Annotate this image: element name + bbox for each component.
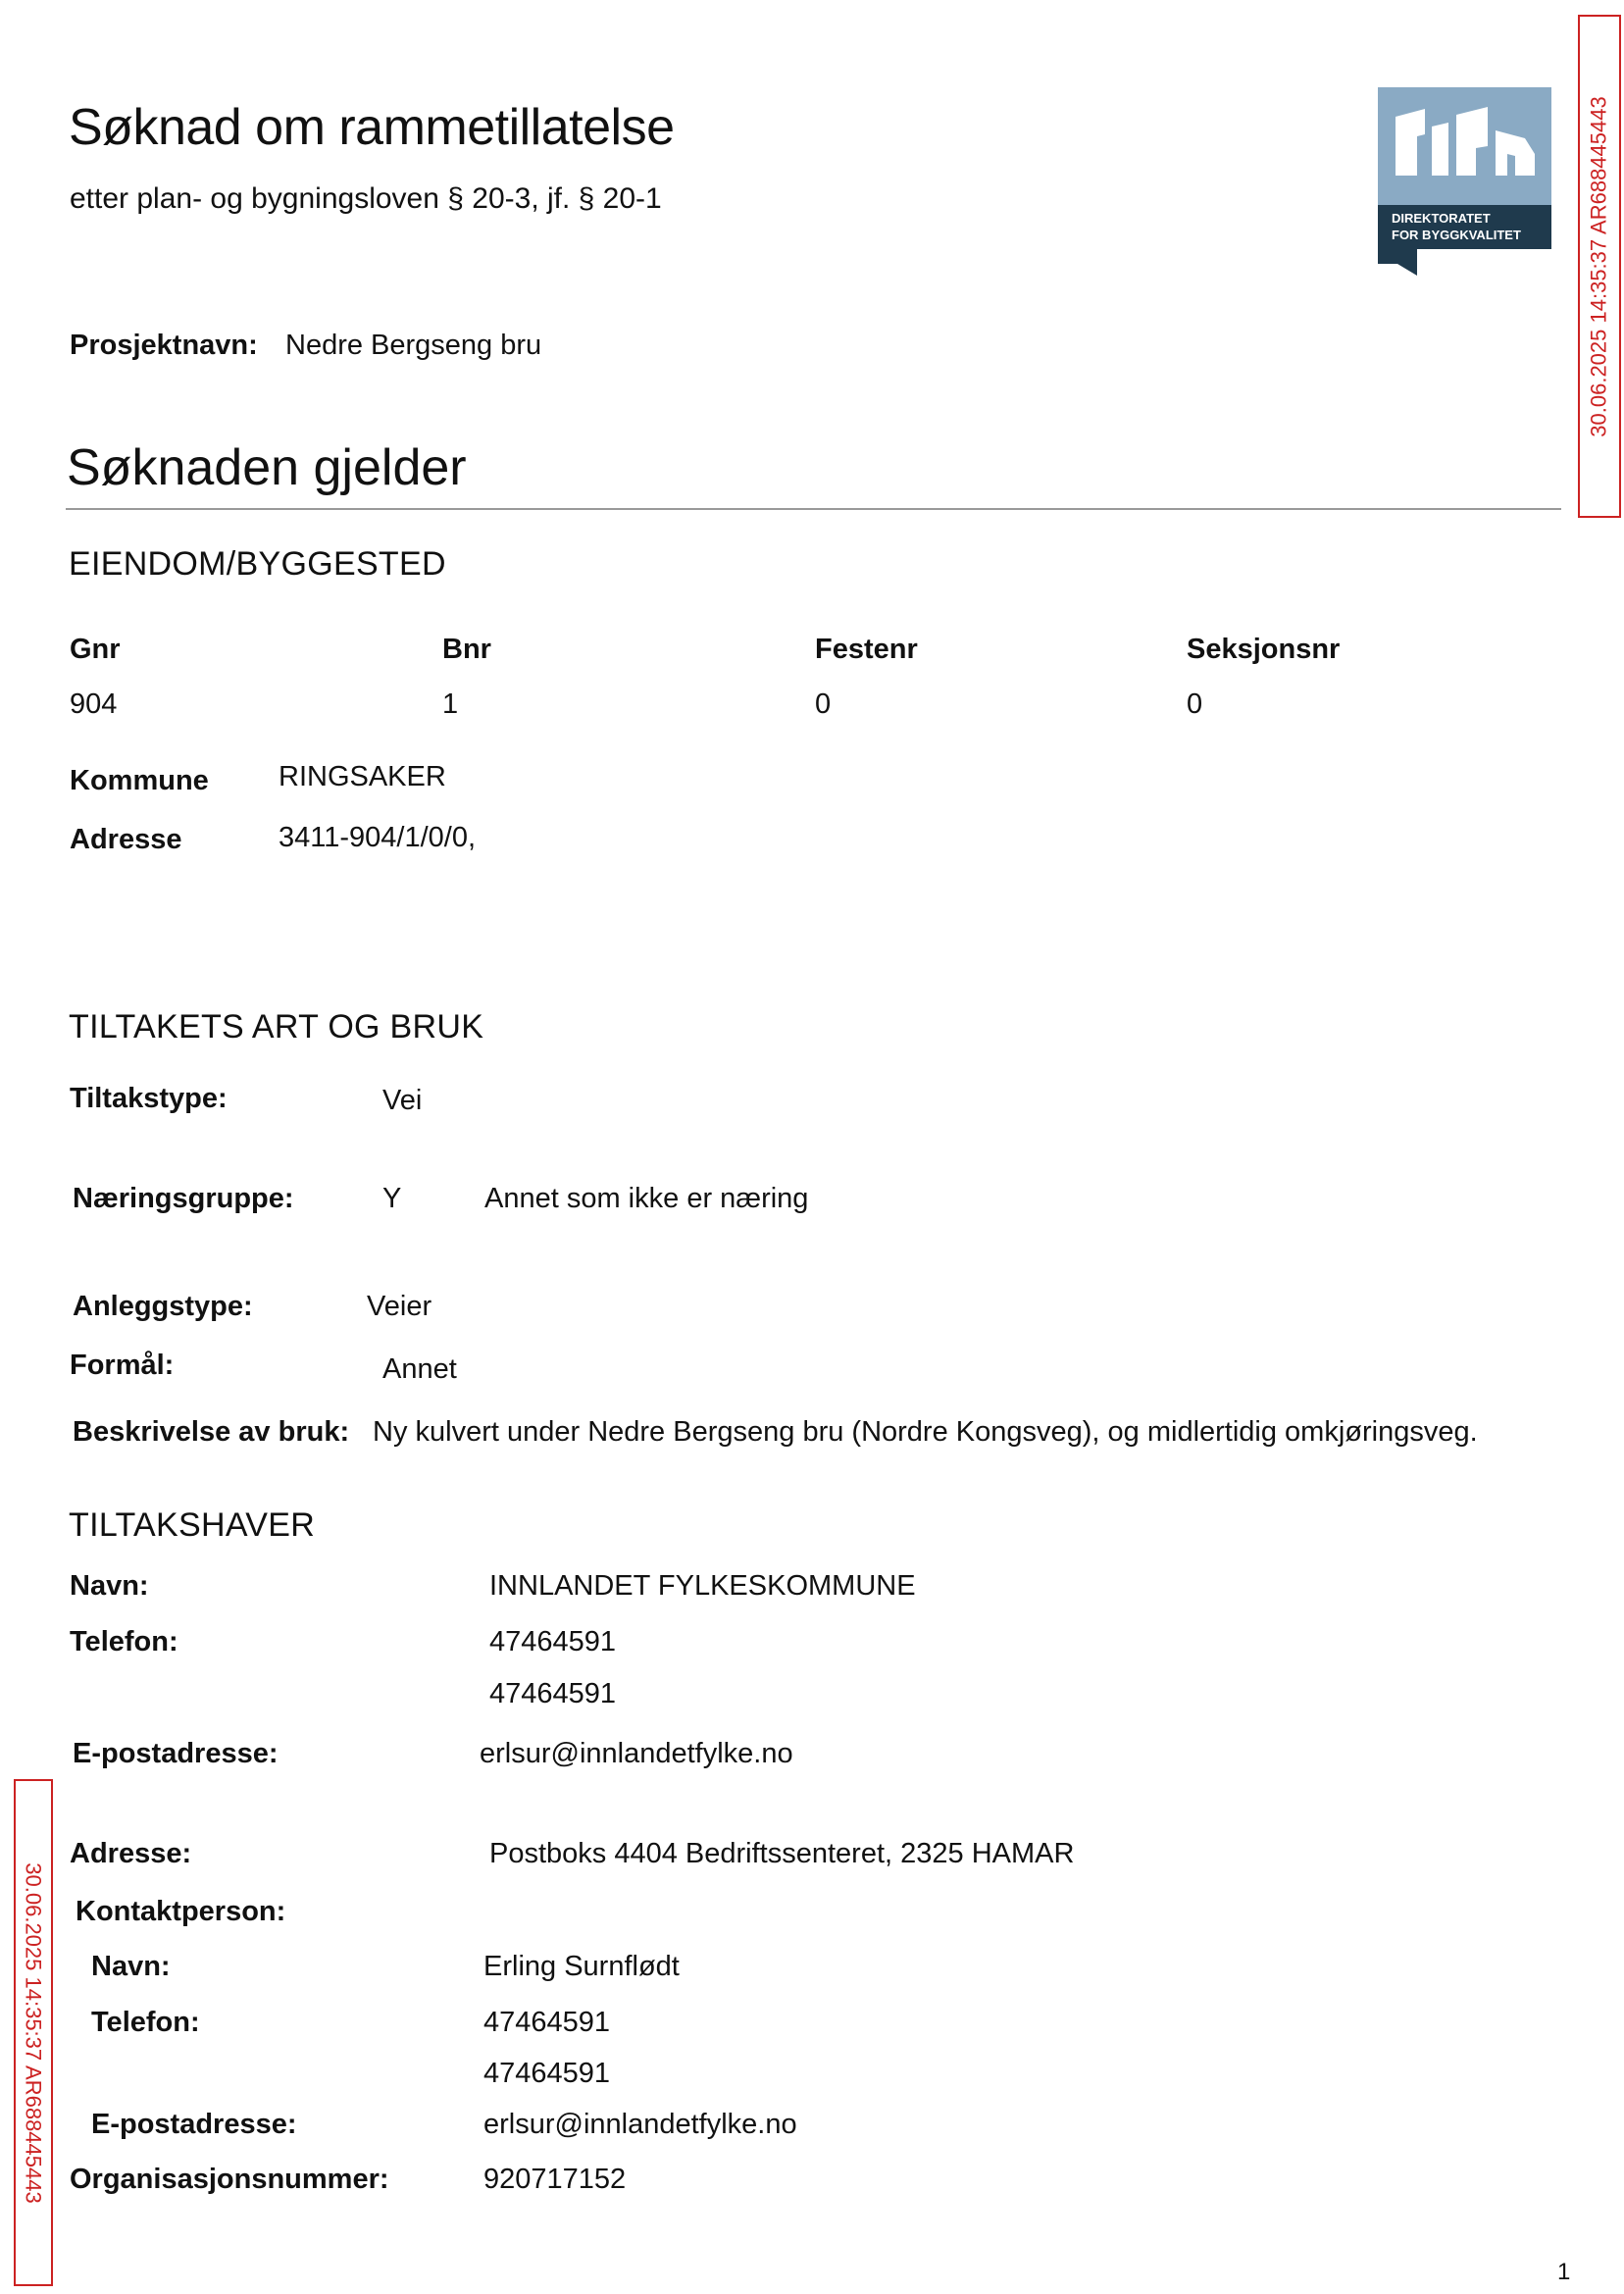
project-name-value: Nedre Bergseng bru	[285, 330, 542, 361]
page-number: 1	[1557, 2259, 1571, 2285]
section-divider	[66, 508, 1561, 510]
adresse-label: Adresse:	[70, 1838, 192, 1869]
beskrivelse-label: Beskrivelse av bruk:	[73, 1416, 350, 1448]
adresse-value: Postboks 4404 Bedriftssenteret, 2325 HAMAR	[489, 1838, 1075, 1869]
navn-value: INNLANDET FYLKESKOMMUNE	[489, 1570, 916, 1602]
kontakt-telefon-value-1: 47464591	[483, 2007, 611, 2038]
anleggstype-value: Veier	[367, 1291, 432, 1322]
seksjonsnr-header: Seksjonsnr	[1187, 634, 1341, 665]
naeringsgruppe-value: Annet som ikke er næring	[484, 1183, 809, 1214]
seksjonsnr-value: 0	[1187, 688, 1203, 720]
kontakt-telefon-label: Telefon:	[91, 2007, 200, 2038]
tiltak-heading: TILTAKETS ART OG BRUK	[69, 1008, 484, 1045]
property-heading: EIENDOM/BYGGESTED	[69, 545, 446, 583]
telefon-value-2: 47464591	[489, 1678, 617, 1709]
epost-label: E-postadresse:	[73, 1738, 279, 1769]
gnr-value: 904	[70, 688, 118, 720]
bnr-header: Bnr	[442, 634, 491, 665]
navn-label: Navn:	[70, 1570, 149, 1602]
timestamp-stamp-bottom	[14, 1779, 53, 2286]
beskrivelse-value: Ny kulvert under Nedre Bergseng bru (Nordre Kongsveg), og midlertidig omkjøringsveg.	[373, 1416, 1478, 1448]
project-name-label: Prosjektnavn:	[70, 330, 258, 361]
kontakt-epost-label: E-postadresse:	[91, 2109, 297, 2140]
kontakt-epost-value: erlsur@innlandetfylke.no	[483, 2109, 797, 2140]
adresse-value: 3411-904/1/0/0,	[279, 822, 477, 853]
stamp-text: 30.06.2025 14:35:37 AR688445443	[22, 1861, 46, 2204]
telefon-label: Telefon:	[70, 1626, 178, 1657]
formal-label: Formål:	[70, 1350, 175, 1381]
festenr-value: 0	[815, 688, 832, 720]
anleggstype-label: Anleggstype:	[73, 1291, 253, 1322]
gnr-header: Gnr	[70, 634, 121, 665]
kontakt-navn-value: Erling Surnflødt	[483, 1951, 680, 1982]
festenr-header: Festenr	[815, 634, 918, 665]
logo-text-line1: DIREKTORATET	[1392, 211, 1491, 226]
formal-value: Annet	[382, 1353, 457, 1385]
naeringsgruppe-code: Y	[382, 1183, 402, 1214]
kontaktperson-label: Kontaktperson:	[76, 1896, 286, 1927]
kontakt-navn-label: Navn:	[91, 1951, 171, 1982]
document-title: Søknad om rammetillatelse	[69, 99, 675, 156]
tiltakstype-value: Vei	[382, 1085, 423, 1116]
timestamp-stamp-top	[1578, 15, 1621, 518]
dibk-logo	[1378, 87, 1551, 276]
tiltakstype-label: Tiltakstype:	[70, 1083, 228, 1114]
kontakt-telefon-value-2: 47464591	[483, 2058, 611, 2089]
dibk-logo-icon	[1378, 87, 1551, 276]
orgnr-value: 920717152	[483, 2164, 627, 2195]
epost-value: erlsur@innlandetfylke.no	[480, 1738, 793, 1769]
kommune-label: Kommune	[70, 765, 209, 796]
telefon-value-1: 47464591	[489, 1626, 617, 1657]
tiltakshaver-heading: TILTAKSHAVER	[69, 1506, 316, 1544]
stamp-text: 30.06.2025 14:35:37 AR688445443	[1587, 95, 1611, 437]
naeringsgruppe-label: Næringsgruppe:	[73, 1183, 294, 1214]
section-heading: Søknaden gjelder	[67, 439, 467, 496]
adresse-label: Adresse	[70, 824, 182, 855]
kommune-value: RINGSAKER	[279, 761, 446, 792]
bnr-value: 1	[442, 688, 459, 720]
logo-text-line2: FOR BYGGKVALITET	[1392, 228, 1521, 242]
document-subtitle: etter plan- og bygningsloven § 20-3, jf. § 20-1	[70, 182, 662, 215]
orgnr-label: Organisasjonsnummer:	[70, 2164, 389, 2195]
